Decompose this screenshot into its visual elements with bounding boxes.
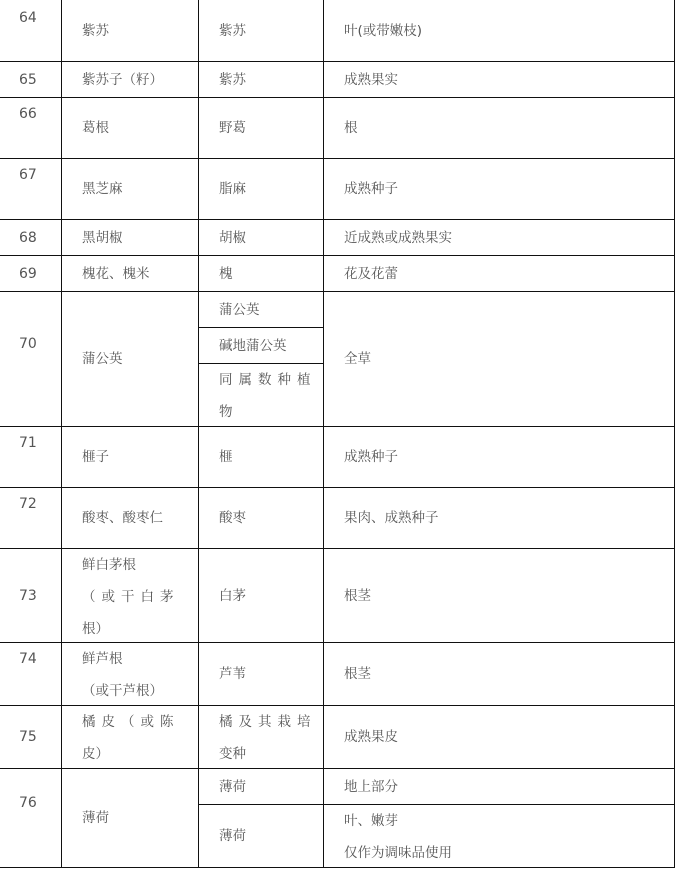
row-72-no: 72	[0, 487, 62, 549]
row-75-name-line-1: 橘皮（或陈	[82, 714, 180, 730]
row-65-no: 65	[0, 61, 62, 98]
row-64-part: 叶(或带嫩枝)	[323, 0, 675, 62]
row-72-part: 果肉、成熟种子	[323, 487, 675, 549]
row-76-part-1: 地上部分	[323, 768, 675, 805]
row-68-part: 近成熟或成熟果实	[323, 219, 675, 256]
row-75-source	[198, 705, 324, 769]
row-70-source-3-line-2: 物	[219, 404, 233, 420]
row-72-source: 酸枣	[198, 487, 324, 549]
row-76-name: 薄荷	[61, 768, 199, 868]
row-76-source-2: 薄荷	[198, 804, 324, 868]
row-65-source: 紫苏	[198, 61, 324, 98]
row-70-source-3	[198, 363, 324, 427]
row-65-part: 成熟果实	[323, 61, 675, 98]
row-70-source-1: 蒲公英	[198, 291, 324, 328]
row-73-name	[61, 548, 199, 643]
row-73-name-line-1: 鲜白茅根	[82, 557, 136, 573]
row-70-source-2: 碱地蒲公英	[198, 327, 324, 364]
row-74-source: 芦苇	[198, 642, 324, 706]
row-67-no: 67	[0, 158, 62, 220]
row-71-part: 成熟种子	[323, 426, 675, 488]
row-75-name-line-2: 皮）	[82, 746, 109, 762]
row-74-part: 根茎	[323, 642, 675, 706]
row-66-name: 葛根	[61, 97, 199, 159]
row-73-part: 根茎	[323, 548, 675, 643]
row-70-part: 全草	[323, 291, 675, 427]
row-68-no: 68	[0, 219, 62, 256]
row-67-part: 成熟种子	[323, 158, 675, 220]
row-65-name: 紫苏子（籽）	[61, 61, 199, 98]
row-75-part: 成熟果皮	[323, 705, 675, 769]
row-70-name: 蒲公英	[61, 291, 199, 427]
row-75-source-line-1: 橘及其栽培	[219, 714, 317, 730]
row-67-name: 黑芝麻	[61, 158, 199, 220]
row-76-part-2-line-1: 叶、嫩芽	[344, 813, 398, 829]
row-68-name: 黑胡椒	[61, 219, 199, 256]
row-75-name	[61, 705, 199, 769]
row-76-part-2-note: 仅作为调味品使用	[344, 845, 452, 861]
row-66-no: 66	[0, 97, 62, 159]
row-69-no: 69	[0, 255, 62, 292]
row-73-name-line-2: （或干白茅	[82, 589, 180, 605]
row-70-no: 70	[0, 291, 62, 427]
row-76-part-2	[323, 804, 675, 868]
row-73-source: 白茅	[198, 548, 324, 643]
row-75-no: 75	[0, 705, 62, 769]
row-67-source: 脂麻	[198, 158, 324, 220]
row-66-source: 野葛	[198, 97, 324, 159]
row-71-no: 71	[0, 426, 62, 488]
row-73-no: 73	[0, 548, 62, 643]
row-74-name-line-1: 鲜芦根	[82, 651, 123, 667]
row-69-part: 花及花蕾	[323, 255, 675, 292]
row-72-name: 酸枣、酸枣仁	[61, 487, 199, 549]
row-64-name: 紫苏	[61, 0, 199, 62]
row-71-name: 榧子	[61, 426, 199, 488]
row-66-part: 根	[323, 97, 675, 159]
row-76-source-1: 薄荷	[198, 768, 324, 805]
row-76-no: 76	[0, 768, 62, 868]
row-74-no: 74	[0, 642, 62, 706]
row-73-name-line-3: 根）	[82, 621, 109, 637]
row-64-no: 64	[0, 0, 62, 62]
row-70-source-3-line-1: 同属数种植	[219, 372, 317, 388]
row-68-source: 胡椒	[198, 219, 324, 256]
row-74-name-line-2: （或干芦根）	[82, 683, 163, 699]
row-75-source-line-2: 变种	[219, 746, 246, 762]
row-69-source: 槐	[198, 255, 324, 292]
row-64-source: 紫苏	[198, 0, 324, 62]
row-71-source: 榧	[198, 426, 324, 488]
row-69-name: 槐花、槐米	[61, 255, 199, 292]
row-74-name	[61, 642, 199, 706]
